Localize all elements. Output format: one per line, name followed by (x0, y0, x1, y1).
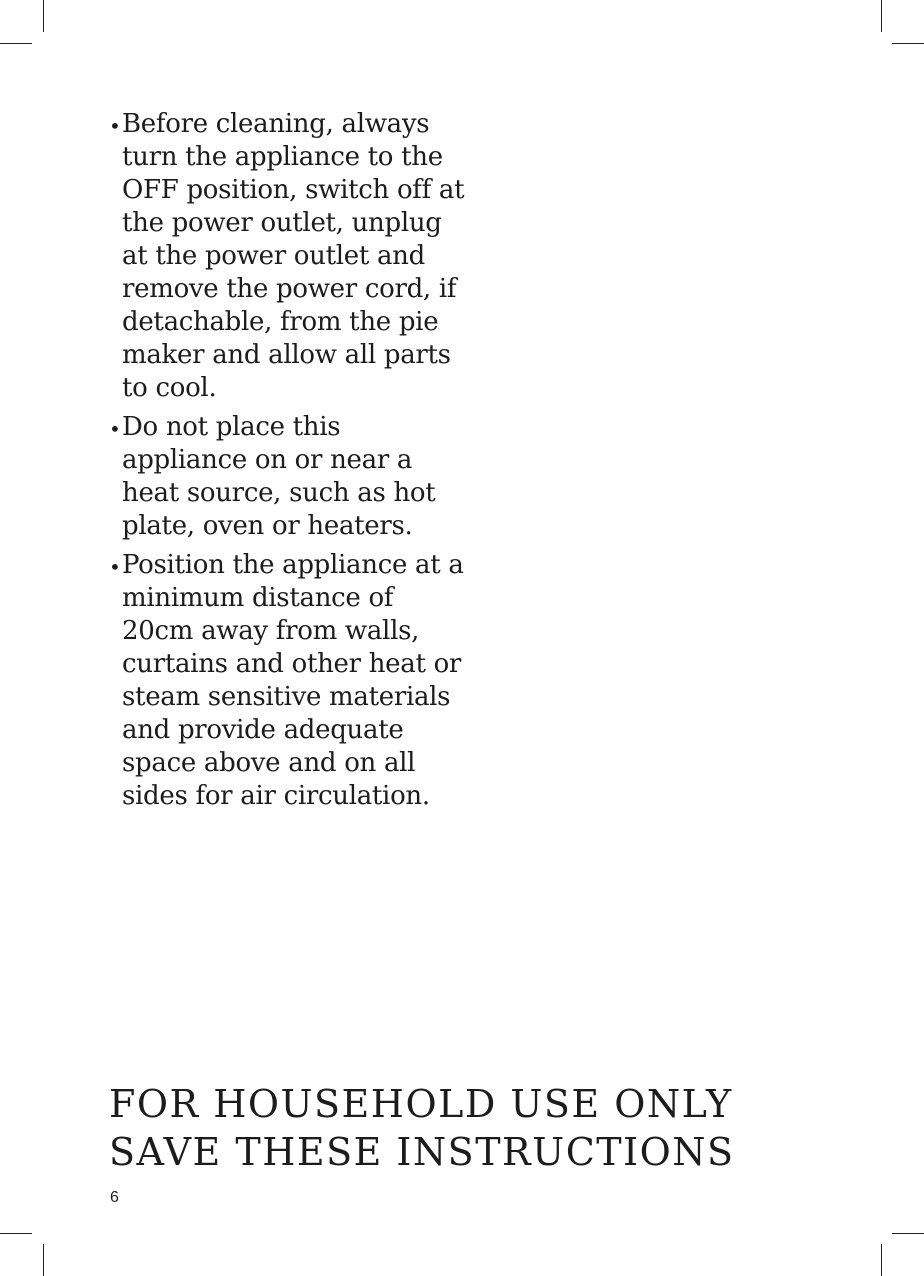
list-item (109, 411, 469, 543)
list-item-text: Do not place this appliance on or near a heat source, such as hot plate, oven or heaters. (122, 412, 436, 541)
crop-mark-top-left-horizontal (0, 43, 32, 44)
list-item (109, 549, 469, 813)
page-number: 6 (110, 1189, 119, 1206)
crop-mark-bottom-left-vertical (43, 1244, 44, 1276)
bullet-dot: • (109, 114, 121, 138)
bullet-dot: • (109, 555, 121, 579)
notice-line-save-instructions: SAVE THESE INSTRUCTIONS (109, 1130, 735, 1174)
crop-mark-bottom-left-horizontal (0, 1233, 32, 1234)
list-item-text: Position the appliance at a minimum distance of 20cm away from walls, curtains and other heat or steam sensitive materials and provide adequate space above and on all sides for air circulation. (122, 550, 464, 811)
crop-mark-top-right-vertical (881, 0, 882, 32)
list-item (109, 108, 469, 405)
crop-mark-top-left-vertical (43, 0, 44, 32)
list-item-text: Before cleaning, always turn the appliance to the OFF position, switch off at the power outlet, unplug at the power outlet and remove the power cord, if detachable, from the pie maker and allow all parts to cool. (122, 109, 465, 403)
crop-mark-bottom-right-horizontal (892, 1233, 924, 1234)
notice-line-household-use: FOR HOUSEHOLD USE ONLY (109, 1082, 733, 1126)
crop-mark-bottom-right-vertical (881, 1244, 882, 1276)
household-use-notice (109, 1080, 735, 1176)
bullet-dot: • (109, 417, 121, 441)
crop-mark-top-right-horizontal (892, 43, 924, 44)
safety-instructions-list (109, 108, 469, 819)
